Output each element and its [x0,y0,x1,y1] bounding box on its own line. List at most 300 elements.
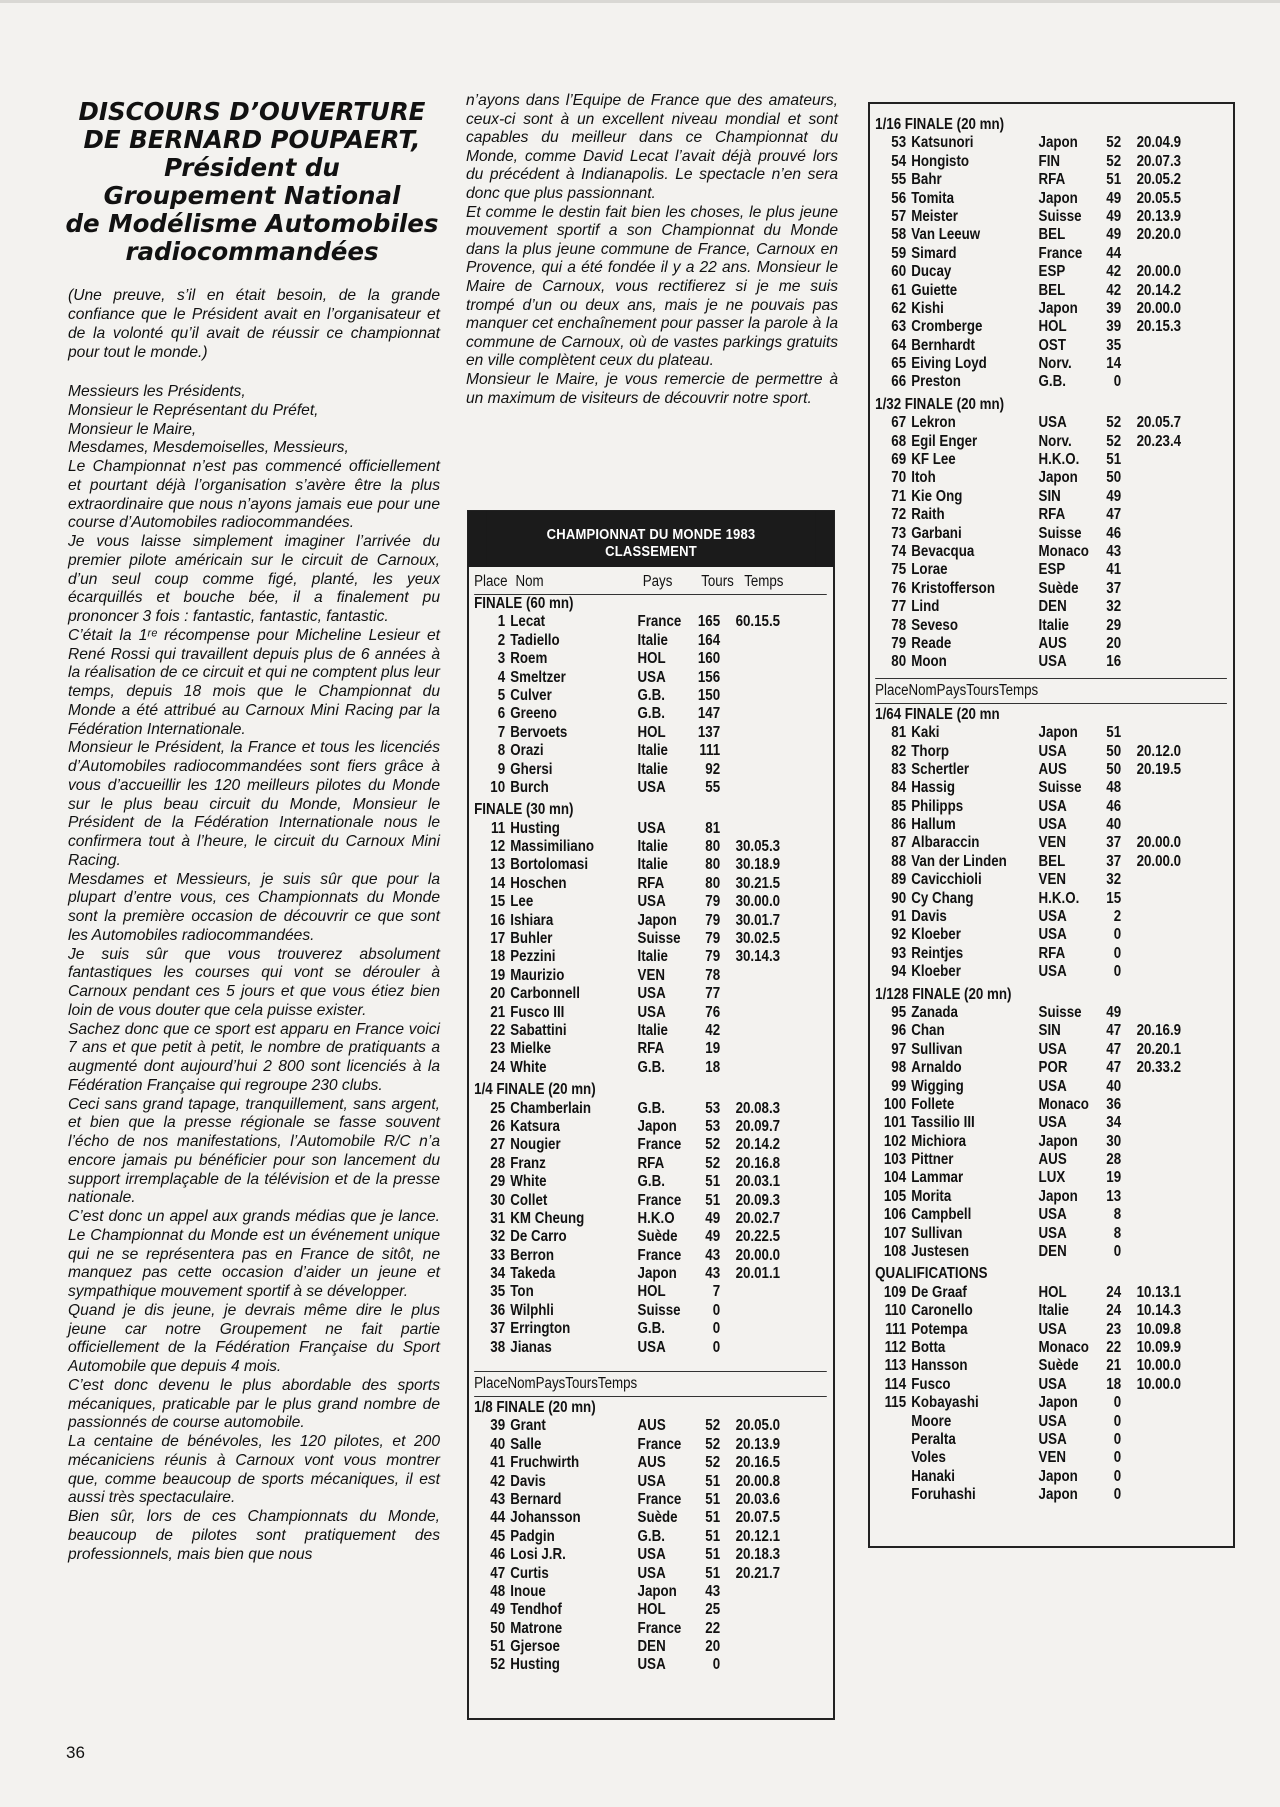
cell-laps: 24 [1106,1302,1122,1320]
cell-name: Franz [510,1154,546,1172]
table-row [469,1601,832,1619]
cell-place: 114 [884,1375,907,1393]
cell-time: 20.04.9 [1136,134,1182,152]
cell-time: 10.14.3 [1136,1302,1182,1320]
cell-place: 59 [891,244,907,262]
cell-time: 20.05.7 [1136,414,1182,432]
table-row [469,1173,832,1191]
table-row [870,488,1232,506]
cell-time [1121,890,1185,908]
cell-place: 66 [891,373,907,391]
cell-place: 84 [891,779,907,797]
cell-name: Kie Ong [911,487,963,505]
cell-place: 73 [891,524,907,542]
cell-country: USA [637,1338,666,1356]
table-row [870,743,1232,761]
cell-time: 20.09.3 [735,1191,781,1209]
table-row [870,355,1232,373]
cell-laps: 49 [1106,189,1122,207]
cell-name: Reintjes [911,944,964,962]
table-row [469,1210,832,1228]
cell-country: Norv. [1038,355,1072,373]
cell-time: 30.05.3 [735,838,781,856]
cell-country: USA [637,778,666,796]
cell-time: 20.00.0 [1136,852,1182,870]
speech-paragraph: Messieurs les Présidents, [68,383,246,400]
table-row [870,1169,1232,1187]
cell-country: USA [1038,1040,1067,1058]
cell-laps: 22 [1106,1339,1122,1356]
table-row [870,635,1232,653]
cell-name: Tomita [911,189,954,207]
cell-country: G.B. [637,1099,665,1117]
table-row [469,1565,832,1583]
cell-place: 38 [490,1338,506,1356]
cell-time [720,705,784,723]
table-row [870,1206,1232,1224]
cell-laps: 50 [1106,742,1122,760]
cell-place: 90 [891,889,907,907]
table-row [469,985,832,1003]
cell-name: Seveso [911,616,958,634]
cell-name: Sullivan [911,1040,963,1058]
cell-laps: 111 [699,742,721,760]
cell-country: VEN [637,966,665,984]
table-row [870,1486,1232,1504]
cell-place: 50 [490,1619,506,1637]
cell-name: Johansson [510,1509,581,1527]
table-row [870,1151,1232,1169]
table-row [870,226,1232,244]
cell-name: Egil Enger [911,432,978,450]
cell-laps: 39 [1106,299,1122,317]
table-row [469,1302,832,1320]
cell-time [1121,724,1185,742]
cell-name: Carbonnell [510,985,580,1003]
cell-place: 107 [883,1224,907,1242]
section-title: FINALE (30 mn) [474,801,574,819]
table-row [469,1004,832,1022]
results-title-line2: CLASSEMENT [605,544,697,560]
cell-place: 14 [490,874,506,892]
cell-name: Hallum [911,816,956,834]
cell-time: 20.16.5 [735,1454,781,1472]
cell-place: 89 [891,871,907,889]
cell-time [1121,1169,1185,1187]
cell-time [720,779,784,797]
cell-laps: 46 [1106,524,1122,542]
cell-laps: 76 [705,1003,721,1021]
cell-country: H.K.O [637,1209,675,1227]
cell-place: 51 [490,1638,506,1656]
cell-country: Japon [1038,134,1078,152]
speech-paragraph: C’était la 1ʳᵉ récompense pour Micheline Lesieur et René Rossi qui travaillent depuis plus de 6 années à la réalisation de ce circuit et qui ne comptent plus leur temps, depuis 18 mois que le Championnat du Monde a été attribué au Carnoux Mini Racing par la Fédération Internationale. [68,626,440,738]
cell-place: 110 [884,1302,907,1320]
cell-laps: 8 [1113,1224,1122,1242]
table-row [469,705,832,723]
cell-time [720,985,784,1003]
table-row [469,1491,832,1509]
cell-place: 37 [490,1320,506,1338]
cell-name: Curtis [510,1564,549,1582]
cell-name: Hassig [911,779,956,797]
cell-time: 60.15.5 [735,613,781,631]
table-row [870,506,1232,524]
cell-name: Raith [911,506,945,524]
table-row [870,945,1232,963]
cell-place: 106 [883,1206,907,1224]
cell-country: USA [1038,742,1067,760]
cell-country: HOL [1038,318,1067,336]
header-name: Nom [507,1375,536,1393]
cell-laps: 51 [1106,171,1122,189]
cell-country: France [637,1619,682,1637]
cell-place: 17 [490,930,506,948]
cell-laps: 79 [705,930,721,948]
cell-country: Italie [637,856,668,874]
cell-country: Japon [1038,1132,1078,1150]
cell-name: Fruchwirth [510,1454,580,1472]
cell-laps: 147 [697,705,721,723]
table-row [870,1225,1232,1243]
table-row [469,1656,832,1674]
cell-name: Michiora [911,1132,967,1150]
cell-name: Smeltzer [510,668,566,686]
cell-country: G.B. [1038,373,1066,391]
table-row [870,1468,1232,1486]
table-row [870,1022,1232,1040]
cell-time: 20.22.5 [735,1228,781,1246]
cell-laps: 137 [697,723,721,741]
cell-laps: 50 [1106,469,1122,487]
cell-time [1121,543,1185,561]
cell-time [1121,945,1185,963]
cell-name: Katsura [510,1117,560,1135]
cell-laps: 20 [705,1638,721,1656]
cell-laps: 156 [697,668,721,686]
cell-country: USA [637,1656,666,1674]
cell-laps: 16 [1106,653,1122,671]
cell-place: 75 [891,561,907,579]
cell-place: 111 [885,1320,907,1338]
cell-place: 76 [891,579,907,597]
cell-place: 8 [497,742,506,760]
cell-country: Italie [637,1021,668,1039]
cell-country: Norv. [1038,432,1072,450]
cell-name: Ghersi [510,760,553,778]
header-country: Pays [642,573,673,590]
cell-place: 54 [891,152,907,170]
cell-name: Kristofferson [911,579,995,597]
cell-country: SIN [1038,487,1061,505]
cell-laps: 53 [705,1099,721,1117]
header-laps: Tours [701,573,734,590]
cell-time [1121,1133,1185,1151]
table-row [469,948,832,966]
cell-country: Japon [1038,1394,1078,1412]
table-row [870,318,1232,336]
table-row [870,1284,1232,1302]
cell-country: RFA [1038,506,1066,524]
cell-time [720,1601,784,1619]
header-laps: Tours [966,681,999,699]
cell-country: USA [1038,1430,1067,1448]
cell-name: Garbani [911,524,962,542]
cell-laps: 92 [705,760,721,778]
cell-laps: 0 [1113,963,1122,981]
section-title: QUALIFICATIONS [875,1265,988,1283]
header-country: Pays [936,681,967,699]
cell-name: Fusco III [510,1003,565,1021]
cell-time: 20.15.3 [1136,318,1182,336]
title-line: DE BERNARD POUPAERT, [83,125,421,154]
cell-country: USA [1038,926,1067,944]
speech-paragraph: Bien sûr, lors de ces Championnats du Monde, beaucoup de pilotes sont pratiquement des professionnels, mais bien que nous [68,1508,440,1563]
cell-time [720,1022,784,1040]
cell-time [1121,635,1185,653]
cell-time: 20.19.5 [1136,760,1182,778]
table-row [469,875,832,893]
cell-time: 20.05.0 [735,1417,781,1435]
cell-name: Ducay [911,263,952,281]
results-table-main [467,510,835,1720]
page-number: 36 [66,1743,85,1762]
header-time: Temps [998,681,1039,699]
cell-place: 34 [490,1265,506,1283]
cell-place: 57 [891,207,907,225]
cell-laps: 42 [1106,263,1122,281]
table-row [870,1133,1232,1151]
cell-laps: 0 [712,1320,721,1338]
cell-time [720,1040,784,1058]
table-row [469,1283,832,1301]
cell-time [720,1320,784,1338]
cell-country: USA [1038,1114,1067,1132]
cell-place: 23 [490,1040,506,1058]
cell-time [1121,337,1185,355]
cell-time: 20.12.0 [1136,742,1182,760]
cell-country: Japon [1038,1486,1078,1504]
table-row [469,1583,832,1601]
cell-laps: 80 [705,856,721,874]
cell-name: Ton [510,1283,534,1301]
cell-place: 49 [490,1601,506,1619]
cell-place: 60 [891,263,907,281]
cell-laps: 51 [705,1546,721,1564]
cell-time: 20.07.5 [735,1509,781,1527]
article-left-column [64,98,440,1564]
cell-laps: 44 [1106,244,1122,262]
cell-laps: 0 [1113,926,1122,944]
cell-place: 13 [490,856,506,874]
table-row [469,613,832,631]
section-title: 1/128 FINALE (20 mn) [875,985,1012,1003]
cell-laps: 0 [1113,1467,1122,1485]
cell-place: 31 [490,1209,506,1227]
cell-time [1121,1394,1185,1412]
cell-place: 39 [490,1417,506,1435]
cell-place: 63 [891,318,907,336]
cell-name: Voles [911,1449,946,1467]
cell-laps: 49 [1106,226,1122,244]
table-row [469,761,832,779]
cell-country: POR [1038,1059,1068,1077]
cell-name: De Graaf [911,1283,967,1301]
cell-name: Follete [911,1095,955,1113]
cell-place: 40 [490,1435,506,1453]
cell-place: 6 [497,705,506,723]
cell-name: Davis [510,1472,546,1490]
results-sections-1 [469,595,832,1357]
speech-paragraph: C’est donc un appel aux grands médias que je lance. Le Championnat du Monde est un événement unique qui ne se représentera pas en France de sitôt, ne manquez pas cette occasion d’aider un jeune et sympathique mouvement sportif à se développer. [68,1208,440,1300]
cell-name: Cavicchioli [911,871,982,889]
cell-place: 85 [891,797,907,815]
cell-time: 20.13.9 [1136,207,1182,225]
cell-name: Potempa [911,1320,968,1338]
cell-name: Bevacqua [911,542,975,560]
cell-name: Bernhardt [911,336,975,354]
cell-place [870,1486,911,1504]
cell-time [720,1656,784,1674]
cell-time [1121,245,1185,263]
cell-place: 113 [884,1357,907,1375]
cell-name: KM Cheung [510,1209,585,1227]
cell-place: 115 [884,1394,907,1412]
cell-laps: 29 [1106,616,1122,634]
cell-place: 5 [497,686,506,704]
cell-place: 67 [891,414,907,432]
cell-name: Moore [911,1412,952,1430]
cell-place: 30 [490,1191,506,1209]
cell-time: 20.00.8 [735,1472,781,1490]
cell-time [1121,1078,1185,1096]
table-row [870,282,1232,300]
table-row [870,1041,1232,1059]
cell-time [720,1339,784,1357]
cell-name: Errington [510,1320,571,1338]
cell-name: Kobayashi [911,1394,979,1412]
results-sections-1b [469,1399,832,1675]
cell-name: Wigging [911,1077,964,1095]
cell-name: Mielke [510,1040,552,1058]
cell-place [870,1431,911,1449]
cell-place: 79 [891,634,907,652]
cell-time: 20.02.7 [735,1209,781,1227]
cell-laps: 0 [1113,1243,1122,1261]
cell-name: Hanaki [911,1467,956,1485]
cell-country: G.B. [637,1058,665,1076]
cell-name: Kaki [911,724,940,742]
cell-time: 10.09.8 [1136,1320,1182,1338]
cell-laps: 19 [1106,1169,1122,1187]
cell-country: France [637,1246,682,1264]
cell-time [1121,908,1185,926]
cell-laps: 0 [1113,1430,1122,1448]
title-line: radiocommandées [125,237,379,266]
cell-time: 30.18.9 [735,856,781,874]
cell-country: HOL [637,650,666,668]
cell-country: BEL [1038,852,1066,870]
cell-place: 45 [490,1527,506,1545]
cell-laps: 51 [705,1173,721,1191]
cell-laps: 79 [705,893,721,911]
cell-time: 20.18.3 [735,1546,781,1564]
speech-paragraph: Ceci sans grand tapage, tranquillement, sans argent, et bien que la presse régionale se fasse souvent l’écho de nos manifestations, l’Automobile R/C n’a encore jamais pu bénéficier pour son lancement du support irremplaçable de la télévision et de la presse nationale. [68,1095,440,1207]
cell-place: 20 [490,985,506,1003]
cell-time [1121,1206,1185,1224]
cell-country: G.B. [637,1173,665,1191]
header-country: Pays [535,1375,566,1393]
cell-place: 74 [891,542,907,560]
cell-country: USA [1038,1077,1067,1095]
cell-laps: 46 [1106,797,1122,815]
cell-time: 20.13.9 [735,1435,781,1453]
cell-country: Italie [637,948,668,966]
cell-country: Suède [637,1228,678,1246]
cell-laps: 43 [705,1246,721,1264]
cell-laps: 81 [705,819,721,837]
cell-laps: 0 [1113,944,1122,962]
cell-country: HOL [637,1601,666,1619]
cell-name: Kishi [911,299,944,317]
cell-name: Schertler [911,760,970,778]
cell-country: Japon [1038,299,1078,317]
cell-time: 20.09.7 [735,1117,781,1135]
cell-laps: 52 [705,1454,721,1472]
cell-name: Tadiello [510,631,560,649]
cell-time [1121,653,1185,671]
table-row [870,1078,1232,1096]
cell-time [1121,488,1185,506]
cell-place: 55 [891,171,907,189]
table-row [870,653,1232,671]
cell-name: Chan [911,1022,945,1040]
speech-paragraph: Je suis sûr que vous trouverez absolument fantastiques les courses qui vont se dérouler à Carnoux pendant ces 5 jours et que vous étiez bien loin de vous douter que cela puisse exister. [68,945,440,1019]
cell-laps: 35 [1106,336,1122,354]
cell-time: 30.02.5 [735,930,781,948]
section-title: 1/4 FINALE (20 mn) [474,1081,596,1099]
cell-time: 20.03.1 [735,1173,781,1191]
cell-name: Pezzini [510,948,556,966]
cell-laps: 51 [705,1191,721,1209]
cell-laps: 47 [1106,1040,1122,1058]
results-sections-2 [870,116,1232,672]
cell-name: Philipps [911,797,964,815]
cell-country: Japon [637,1265,677,1283]
table-row [870,153,1232,171]
cell-time [720,967,784,985]
cell-time: 20.14.2 [735,1136,781,1154]
cell-time: 20.23.4 [1136,432,1182,450]
speech-paragraph: C’est donc devenu le plus abordable des sports mécaniques, praticable par le plus grand nombre de passionnés de course automobile. [68,1376,440,1432]
table-row [870,890,1232,908]
cell-place: 70 [891,469,907,487]
cell-time [1121,1096,1185,1114]
cell-name: Hoschen [510,874,567,892]
table-row [870,134,1232,152]
cell-laps: 20 [1106,634,1122,652]
table-row [870,1243,1232,1261]
cell-country: Suisse [637,1301,681,1319]
cell-country: USA [637,1564,666,1582]
cell-time: 10.00.0 [1136,1357,1182,1375]
cell-name: Van der Linden [911,852,1007,870]
cell-country: USA [637,668,666,686]
table-row [469,779,832,797]
cell-time [1121,469,1185,487]
cell-place: 2 [497,631,506,649]
cell-laps: 52 [705,1136,721,1154]
